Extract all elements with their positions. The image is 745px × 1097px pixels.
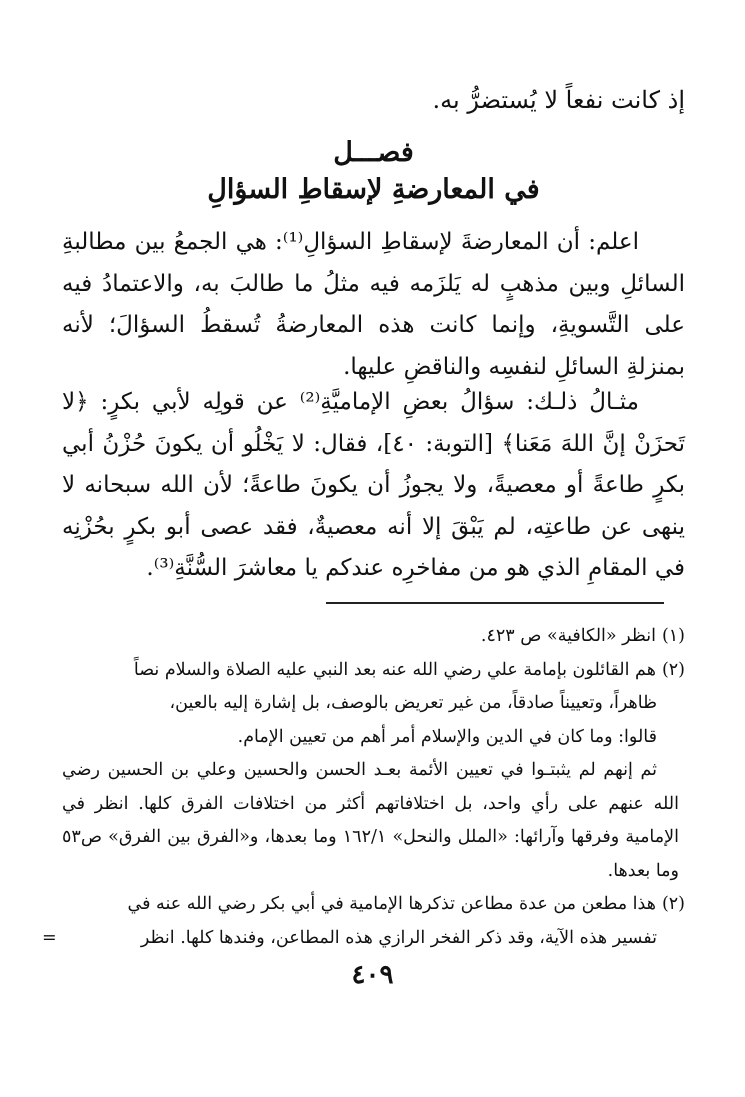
footnote-divider [326, 602, 664, 604]
footnote-3 [62, 888, 685, 922]
continuation-mark: = [42, 927, 57, 948]
paragraph-2: مثـالُ ذلـك: سؤالُ بعضِ الإماميَّةِ⁽²⁾ عن قولِه لأبي بكرٍ: ﴿لا تَحزَنْ إنَّ اللهَ مَعَنا﴾ [التوبة: ٤٠]، فقال: لا يَخْلُو أن يكونَ حُزْنُ أبي بكرٍ طاعةً أو معصيةً، ولا يجوزُ أن يكونَ طاعةً؛ لأن الله سبحانه لا ينهى عن طاعتِه، لم يَبْقَ إلا أنه معصيةٌ، فقد عصى أبو بكرٍ بحُزْنِه في المقامِ الذي هو من مفاخرِه عندكم يا معاشرَ السُّنَّةِ⁽³⁾. [62, 389, 686, 581]
section-heading: فصـــل [333, 137, 414, 168]
footnote-2-number: (٢) [661, 659, 685, 680]
paragraph-1: اعلم: أن المعارضةَ لإسقاطِ السؤالِ⁽¹⁾: هي الجمعُ بين مطالبةِ السائلِ وبين مذهبٍ له يَلزَمه فيه مثلُ ما طالبَ به، والاعتمادُ فيه على التَّسويةِ، وإنما كانت هذه المعارضةُ تُسقطُ السؤالَ؛ لأنه بمنزلةِ السائلِ لنفسِه والناقضِ عليها. [62, 229, 685, 380]
footnote-1-number: (١) [661, 626, 685, 646]
footnote-2-paragraph-2: ثم إنهم لم يثبتـوا في تعيين الأئمة بعـد الحسن والحسين وعلي بن الحسين رضي الله عنهم على رأي واحد، بل اختلافاتهم أكثر من اختلافات الفرق كلها. انظر في الإمامية وفرقها وآرائها: «الملل والنحل» ١٦٢/١ وما بعدها، و«الفرق بين الفرق» ص٥٣ وما بعدها. [62, 760, 679, 881]
footnote-3-number: (٢) [661, 894, 685, 914]
footnote-2 [62, 654, 685, 688]
footnote-3-line-2-row [42, 922, 685, 956]
footnotes [42, 620, 685, 955]
section-subheading: في المعارضةِ لإسقاطِ السؤالِ [207, 174, 540, 205]
footnote-1-text: انظر «الكافية» ص ٤٢٣. [480, 626, 656, 646]
footnote-3-line-2: تفسير هذه الآية، وقد ذكر الفخر الرازي هذه المطاعن، وفندها كلها. انظر [140, 927, 657, 948]
footnote-2-line-3: قالوا: وما كان في الدين والإسلام أمر أهم من تعيين الإمام. [237, 726, 657, 747]
page-number: ٤٠٩ [351, 960, 394, 990]
footnote-1 [62, 620, 685, 654]
footnote-2-line-1: هم القائلون بإمامة علي رضي الله عنه بعد النبي عليه الصلاة والسلام نصاً [133, 659, 656, 680]
footnote-2-line-2: ظاهراً، وتعييناً صادقاً، من غير تعريض بالوصف، بل إشارة إليه بالعين، [169, 693, 657, 713]
footnote-3-line-1: هذا مطعن من عدة مطاعن تذكرها الإمامية في أبي بكر رضي الله عنه في [127, 894, 656, 914]
intro-line: إذ كانت نفعاً لا يُستضرُّ به. [432, 86, 685, 114]
